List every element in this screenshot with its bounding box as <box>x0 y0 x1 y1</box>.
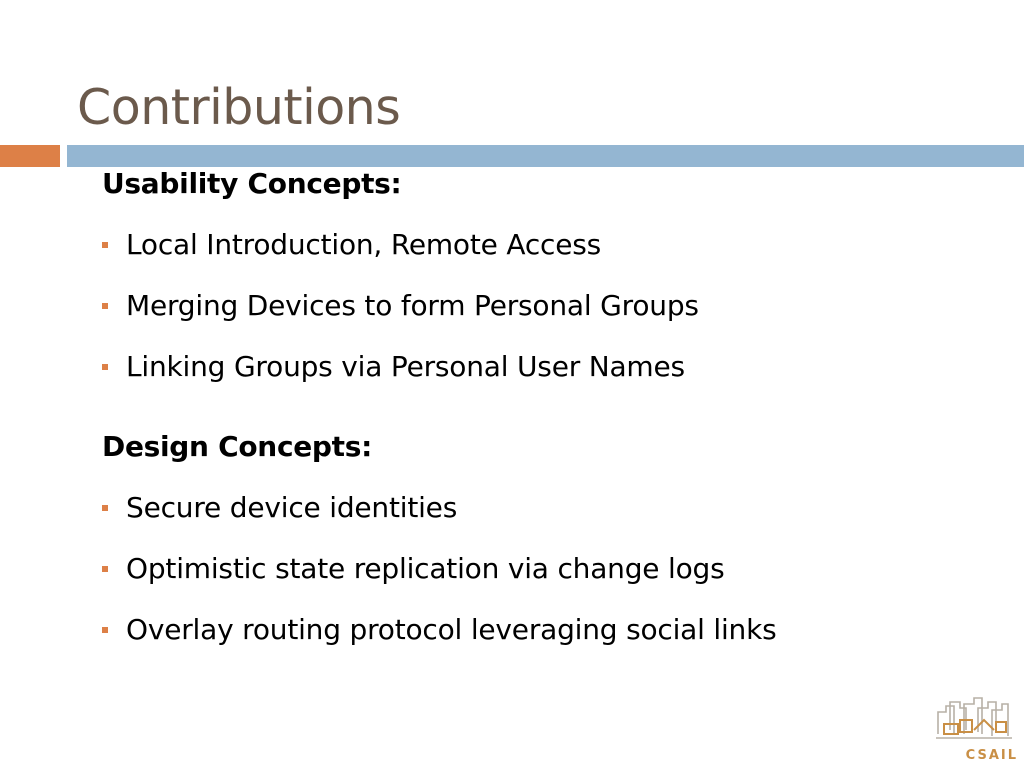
list-item <box>102 488 982 528</box>
list-item-text: Local Introduction, Remote Access <box>126 228 602 261</box>
bullet-icon <box>102 627 108 633</box>
bullet-list <box>102 488 982 650</box>
section-design <box>102 427 982 650</box>
accent-bar-orange <box>0 145 60 167</box>
list-item <box>102 610 982 650</box>
slide-content <box>102 164 982 690</box>
section-usability <box>102 164 982 387</box>
csail-logo <box>934 694 1018 764</box>
bullet-icon <box>102 303 108 309</box>
list-item-text: Linking Groups via Personal User Names <box>126 350 685 383</box>
list-item <box>102 225 982 265</box>
section-heading: Usability Concepts: <box>102 167 402 200</box>
section-heading: Design Concepts: <box>102 430 373 463</box>
list-item-text: Secure device identities <box>126 491 458 524</box>
list-item <box>102 286 982 326</box>
bullet-icon <box>102 505 108 511</box>
list-item-text: Merging Devices to form Personal Groups <box>126 289 699 322</box>
list-item-text: Overlay routing protocol leveraging social links <box>126 613 777 646</box>
list-item-text: Optimistic state replication via change logs <box>126 552 725 585</box>
bullet-icon <box>102 566 108 572</box>
bullet-icon <box>102 242 108 248</box>
logo-text: CSAIL <box>965 748 1018 763</box>
list-item <box>102 347 982 387</box>
list-item <box>102 549 982 589</box>
csail-buildings-icon <box>934 694 1018 748</box>
bullet-list <box>102 225 982 387</box>
slide-title: Contributions <box>77 79 401 136</box>
bullet-icon <box>102 364 108 370</box>
